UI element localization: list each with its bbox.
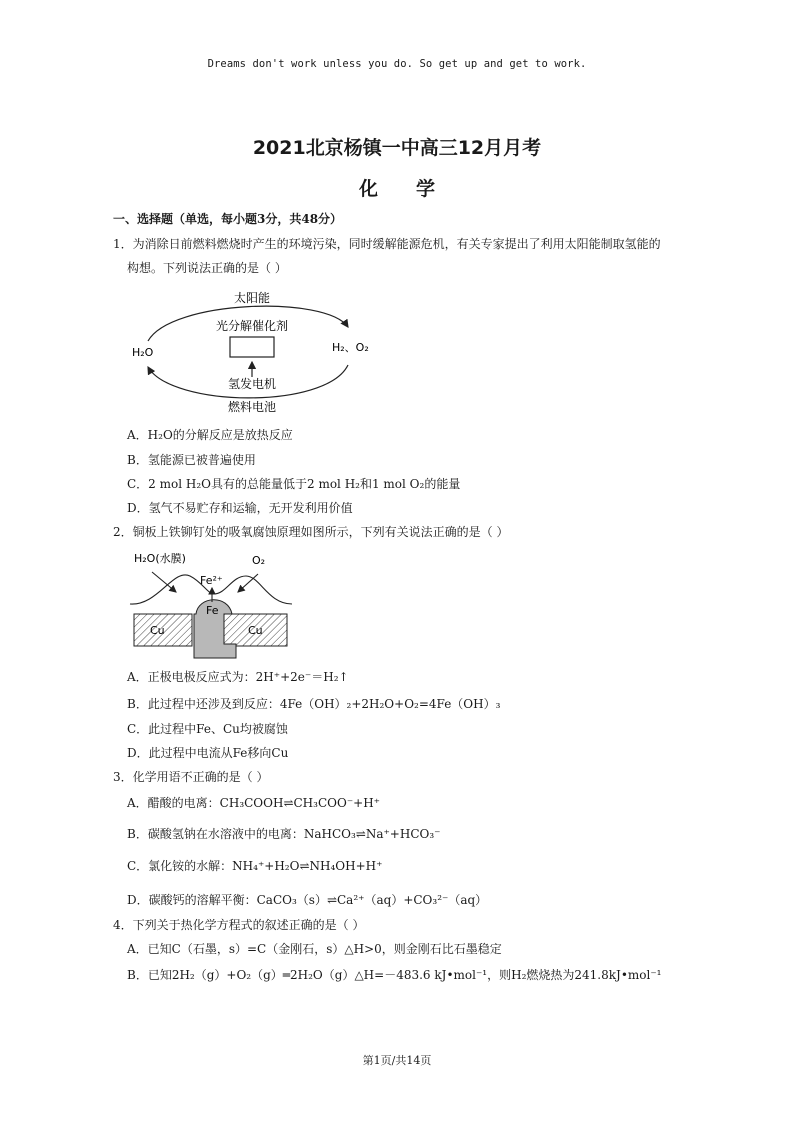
q1-option-d: D．氢气不易贮存和运输，无开发利用价值 [127,501,353,515]
q4-option-a: A．已知C（石墨，s）=C（金刚石，s）△H>0，则金刚石比石墨稳定 [127,942,502,956]
q1-right-label: H₂、O₂ [332,341,369,354]
q1-stem-line1: 1．为消除日前燃料燃烧时产生的环境污染，同时缓解能源危机，有关专家提出了利用太阳能制取氢能的 [113,237,661,251]
q2-option-d: D．此过程中电流从Fe移向Cu [127,746,289,760]
q1-bottom-label1: 氢发电机 [227,377,277,391]
q3-option-c: C．氯化铵的水解：NH₄⁺+H₂O⇌NH₄OH+H⁺ [127,859,383,873]
catalyst-box [230,337,274,357]
cu-right-label: Cu [248,624,263,637]
q3-option-b: B．碳酸氢钠在水溶液中的电离：NaHCO₃⇌Na⁺+HCO₃⁻ [127,827,441,841]
q4-stem: 4．下列关于热化学方程式的叙述正确的是（ ） [113,918,365,932]
q2-diagram [128,548,298,663]
q2-option-c: C．此过程中Fe、Cu均被腐蚀 [127,722,288,736]
q1-left-label: H₂O [132,346,154,359]
fe-ion-label: Fe²⁺ [200,574,223,587]
header-motto: Dreams don't work unless you do. So get up and get to work. [207,58,587,70]
oxygen-label: O₂ [252,554,266,567]
q3-option-d: D．碳酸钙的溶解平衡：CaCO₃（s）⇌Ca²⁺（aq）+CO₃²⁻（aq） [127,893,488,907]
q4-option-b: B．已知2H₂（g）+O₂（g）═2H₂O（g）△H=－483.6 kJ•mol⁻¹，则H₂燃烧热为241.8kJ•mol⁻¹ [127,968,662,982]
q1-stem-line2: 构想。下列说法正确的是（ ） [127,261,287,275]
page-number: 第1页/共14页 [362,1054,432,1067]
q3-stem: 3．化学用语不正确的是（ ） [113,770,269,784]
q1-option-b: B．氢能源已被普遍使用 [127,453,256,467]
q1-catalyst-label: 光分解催化剂 [215,319,289,333]
q1-option-c: C．2 mol H₂O具有的总能量低于2 mol H₂和1 mol O₂的能量 [127,477,461,491]
section-heading: 一、选择题（单选，每小题3分，共48分） [113,212,343,226]
page-title: 2021北京杨镇一中高三12月月考 [252,137,542,159]
q1-diagram [126,285,386,420]
q1-top-label: 太阳能 [233,291,271,305]
q1-option-a: A．H₂O的分解反应是放热反应 [127,428,293,442]
water-label: H₂O(水膜) [134,552,186,565]
q1-bottom-label2: 燃料电池 [227,400,277,414]
cu-left-label: Cu [150,624,165,637]
q2-option-a: A．正极电极反应式为：2H⁺+2e⁻＝H₂↑ [127,670,349,684]
q2-option-b: B．此过程中还涉及到反应：4Fe（OH）₂+2H₂O+O₂=4Fe（OH）₃ [127,697,501,711]
fe-label: Fe [206,604,219,617]
water-arrow [152,572,176,592]
q2-stem: 2．铜板上铁铆钉处的吸氧腐蚀原理如图所示，下列有关说法正确的是（ ） [113,525,509,539]
subject-title: 化学 [358,178,473,200]
q3-option-a: A．醋酸的电离：CH₃COOH⇌CH₃COO⁻+H⁺ [127,796,381,810]
